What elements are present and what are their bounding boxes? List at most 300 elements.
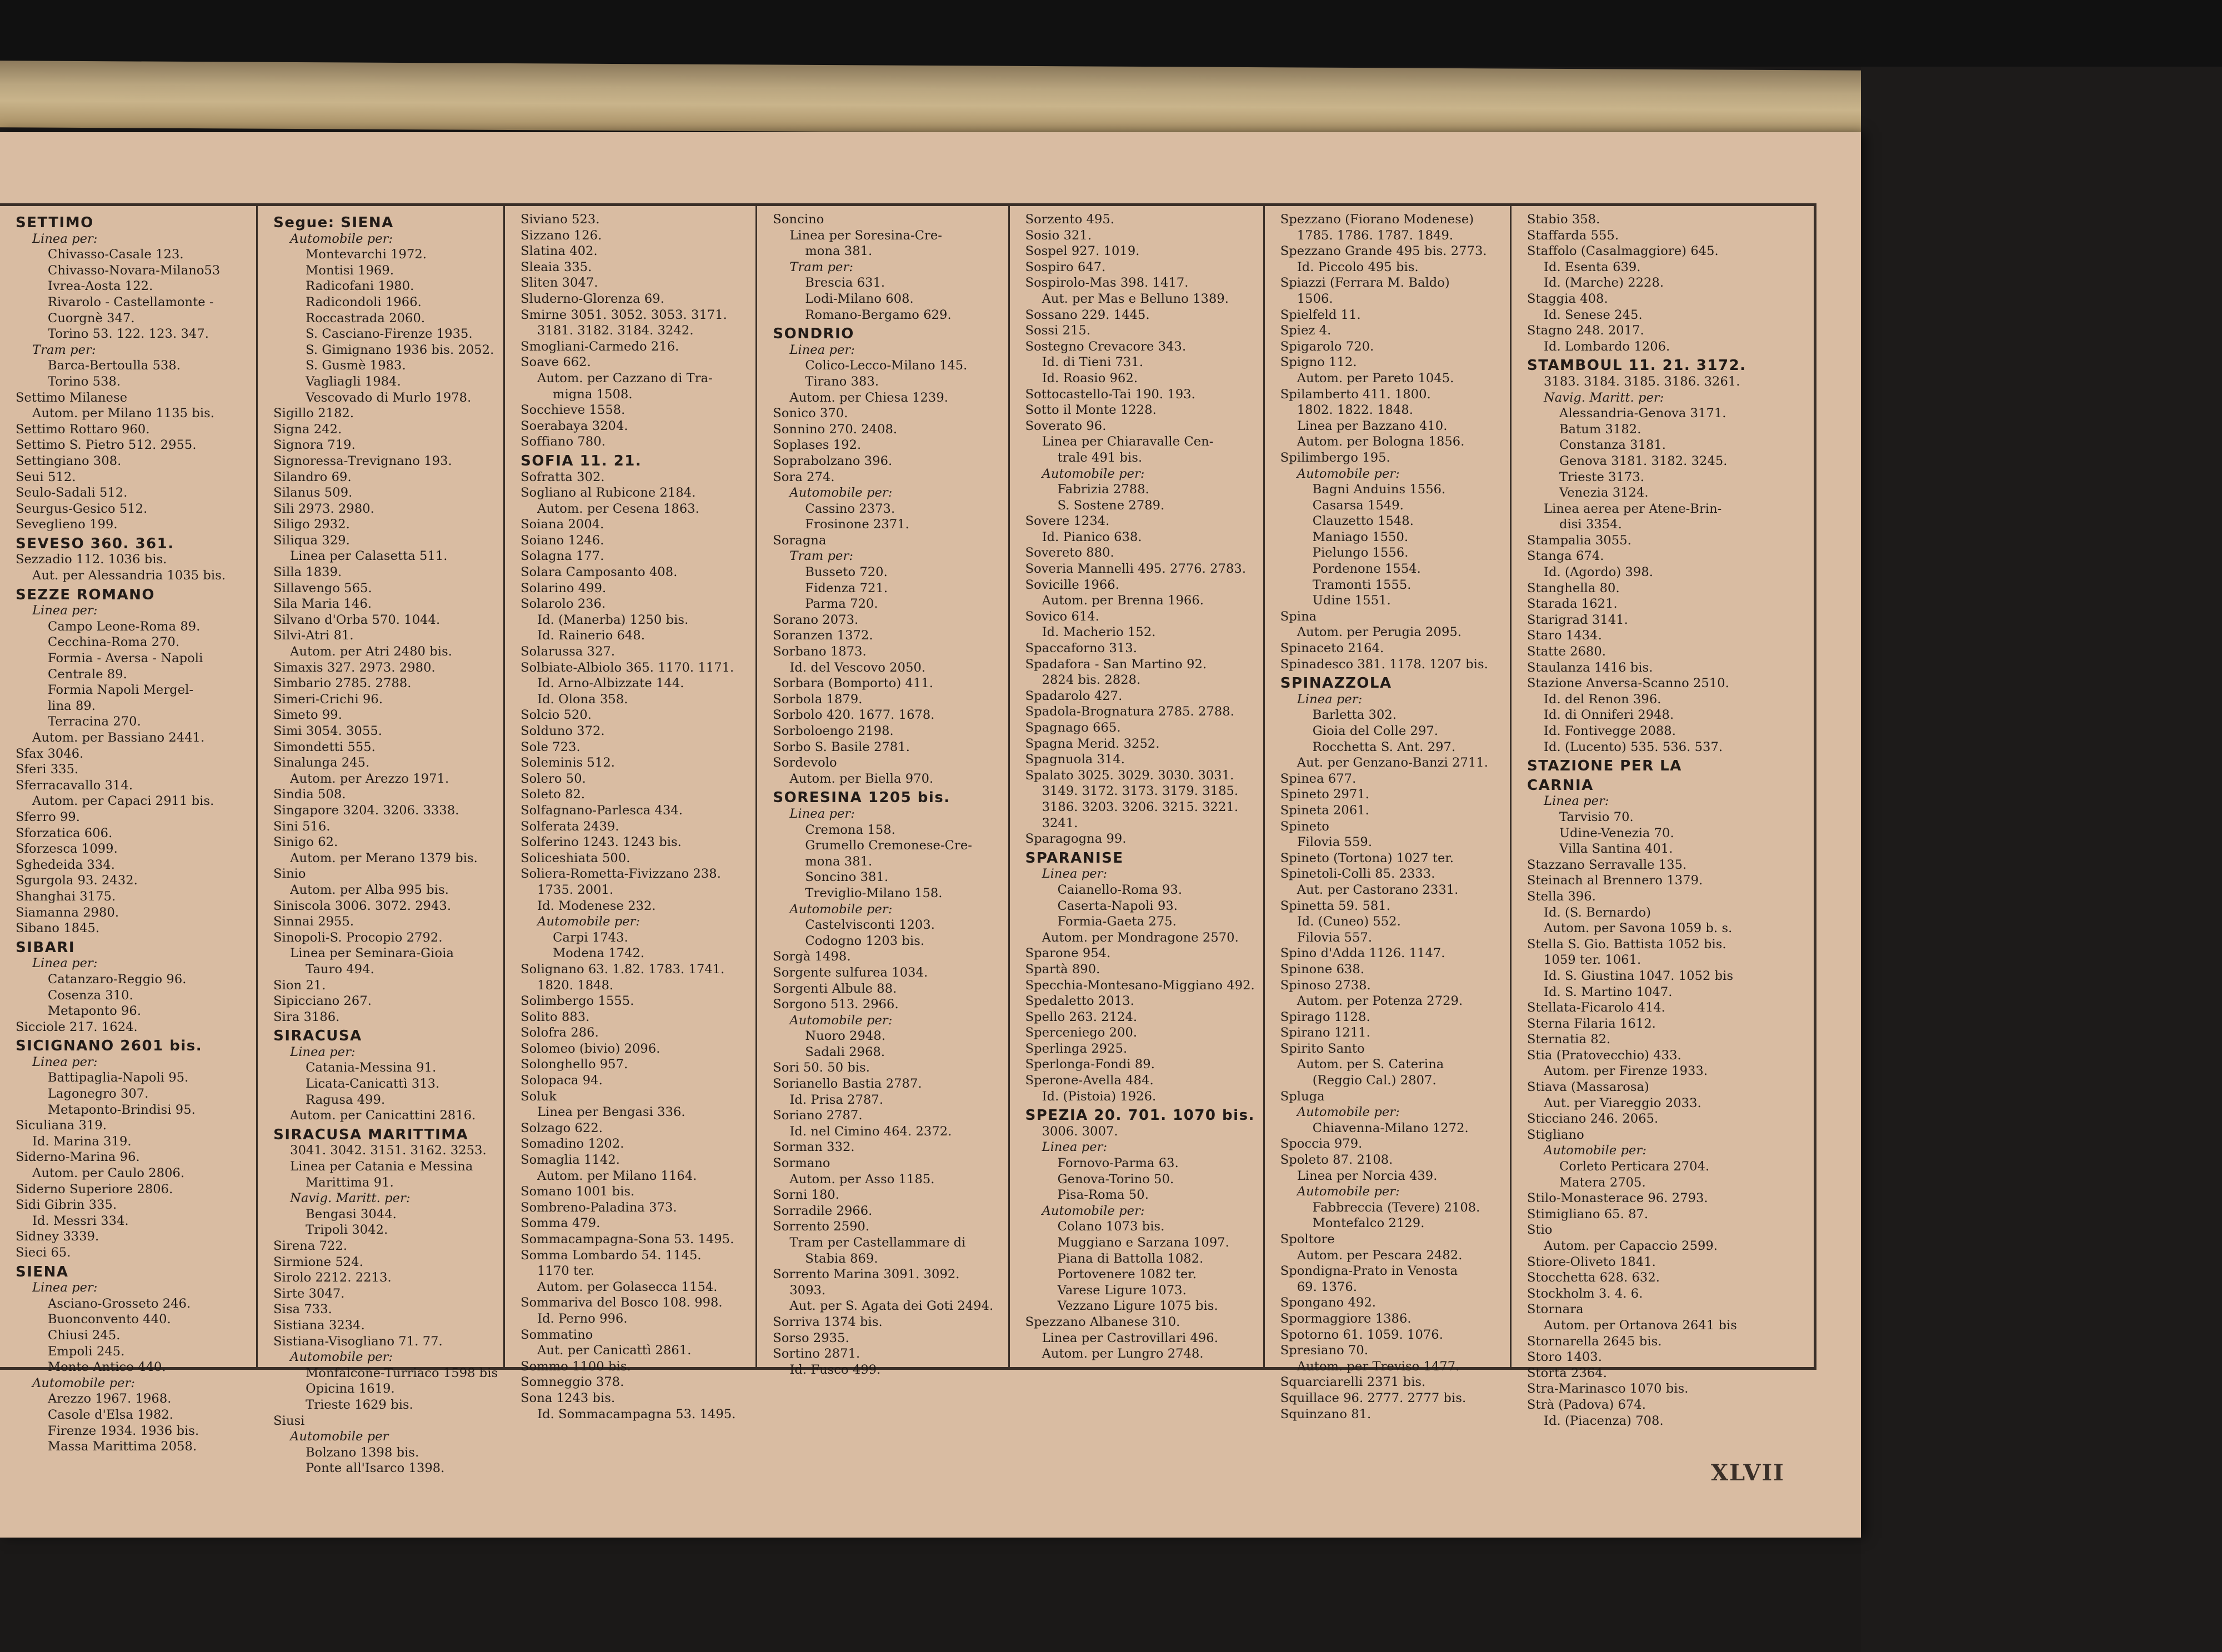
index-entry: 3186. 3203. 3206. 3215. 3221. [1042, 799, 1239, 814]
index-entry: Spiazzi (Ferrara M. Baldo) [1280, 276, 1450, 291]
index-entry: Stabia 869. [805, 1251, 878, 1266]
index-entry: disi 3354. [1559, 517, 1622, 532]
index-entry: Spadafora - San Martino 92. [1025, 657, 1207, 672]
index-entry: Corleto Perticara 2704. [1559, 1159, 1710, 1174]
index-entry: Solopaca 94. [521, 1073, 603, 1088]
index-entry: Rocchetta S. Ant. 297. [1312, 739, 1456, 754]
index-entry: Monfalcone-Turriaco 1598 bis [306, 1365, 498, 1380]
index-entry: 3041. 3042. 3151. 3162. 3253. [290, 1143, 487, 1158]
index-entry: Trieste 1629 bis. [306, 1397, 413, 1412]
index-entry: 1820. 1848. [537, 978, 614, 993]
index-entry: Clauzetto 1548. [1312, 514, 1414, 529]
index-entry: Sossano 229. 1445. [1025, 307, 1150, 322]
index-entry: Barca-Bertoulla 538. [48, 358, 181, 373]
index-entry: Sinalunga 245. [273, 755, 370, 770]
index-entry: Id. Pianico 638. [1042, 529, 1142, 544]
index-entry: Soriano 2787. [773, 1108, 863, 1123]
index-entry: Linea per Catania e Messina [290, 1159, 473, 1174]
index-entry: Sora 274. [773, 469, 835, 484]
index-entry: Rivarolo - Castellamonte - [48, 294, 214, 309]
index-entry: Autom. per Asso 1185. [789, 1172, 935, 1187]
index-entry: Sovico 614. [1025, 609, 1099, 624]
index-entry: Solara Camposanto 408. [521, 565, 678, 580]
index-entry: Genova-Torino 50. [1057, 1172, 1174, 1187]
index-entry: Solbiate-Albiolo 365. 1170. 1171. [521, 660, 734, 675]
index-entry: Steinach al Brennero 1379. [1527, 873, 1703, 888]
index-entry: Spello 263. 2124. [1025, 1009, 1138, 1024]
index-entry: Lagonegro 307. [48, 1087, 149, 1102]
index-entry: Tram per: [789, 259, 853, 274]
index-entry: Sili 2973. 2980. [273, 501, 374, 516]
index-entry: Solagna 177. [521, 549, 604, 564]
index-entry: Starada 1621. [1527, 597, 1618, 612]
index-entry: Stimigliano 65. 87. [1527, 1207, 1649, 1222]
index-entry: Spigarolo 720. [1280, 339, 1374, 354]
index-entry: Chivasso-Casale 123. [48, 247, 184, 262]
index-entry: Batum 3182. [1559, 422, 1642, 437]
index-entry: Sona 1243 bis. [521, 1390, 615, 1405]
index-entry: Spineto (Tortona) 1027 ter. [1280, 850, 1454, 865]
index-entry: Sinopoli-S. Procopio 2792. [273, 930, 443, 945]
index-entry: Siculiana 319. [16, 1118, 107, 1133]
index-entry: Settimo Milanese [16, 390, 128, 405]
index-entry: Brescia 631. [805, 276, 885, 291]
index-entry: Siderno-Marina 96. [16, 1150, 140, 1165]
index-entry: Sperlonga-Fondi 89. [1025, 1057, 1155, 1072]
index-entry: Torino 538. [48, 374, 121, 389]
index-entry: 3241. [1042, 815, 1078, 830]
index-entry: Soncino [773, 212, 824, 227]
index-entry: Fabbreccia (Tevere) 2108. [1312, 1200, 1480, 1215]
index-entry: Id. Esenta 639. [1543, 259, 1641, 274]
index-entry: Spinetoli-Colli 85. 2333. [1280, 867, 1435, 882]
index-entry: Id. Arno-Albizzate 144. [537, 676, 684, 691]
index-heading: SETTIMO [16, 214, 94, 231]
index-entry: Spiez 4. [1280, 323, 1332, 338]
index-entry: Spineto [1280, 819, 1329, 834]
index-entry: Genova 3181. 3182. 3245. [1559, 453, 1728, 468]
index-entry: Stornarella 2645 bis. [1527, 1334, 1662, 1349]
index-entry: Spalato 3025. 3029. 3030. 3031. [1025, 768, 1234, 783]
index-entry: Siderno Superiore 2806. [16, 1182, 173, 1197]
index-entry: 1735. 2001. [537, 882, 614, 897]
index-entry: Id. S. Giustina 1047. 1052 bis [1543, 968, 1734, 983]
index-entry: Storta 2364. [1527, 1365, 1607, 1380]
index-heading: SOFIA 11. 21. [521, 452, 642, 469]
index-heading: SIBARI [16, 939, 76, 956]
index-entry: Spadola-Brognatura 2785. 2788. [1025, 704, 1234, 719]
index-entry: Squarciarelli 2371 bis. [1280, 1375, 1426, 1390]
index-entry: Autom. per Atri 2480 bis. [290, 644, 452, 659]
index-entry: Casarsa 1549. [1312, 498, 1404, 513]
index-entry: Stornara [1527, 1302, 1584, 1317]
index-entry: Sinigo 62. [273, 835, 338, 850]
index-entry: Id. Perno 996. [537, 1311, 628, 1326]
index-entry: Sortino 2871. [773, 1346, 860, 1361]
index-entry: Sizzano 126. [521, 228, 602, 243]
index-entry: Trieste 3173. [1559, 469, 1645, 484]
index-entry: Sirmione 524. [273, 1254, 363, 1269]
index-entry: 3149. 3172. 3173. 3179. 3185. [1042, 784, 1239, 799]
index-entry: Simaxis 327. 2973. 2980. [273, 660, 436, 675]
index-entry: Modena 1742. [553, 946, 645, 961]
index-entry: Castelvisconti 1203. [805, 918, 935, 933]
index-entry: Sorman 332. [773, 1140, 855, 1155]
index-entry: Tram per: [32, 342, 96, 357]
index-entry: Automobile per: [290, 1350, 393, 1365]
index-entry: Id. (Pistoia) 1926. [1042, 1089, 1157, 1104]
index-entry: Linea per Calasetta 511. [290, 549, 448, 564]
index-entry: Autom. per Merano 1379 bis. [290, 850, 478, 865]
index-entry: mona 381. [805, 854, 873, 869]
index-entry: Parma 720. [805, 597, 878, 612]
index-entry: Automobile per: [1042, 466, 1145, 481]
index-entry: Sole 723. [521, 739, 580, 754]
index-entry: Sezzadio 112. 1036 bis. [16, 552, 167, 567]
index-entry: Pisa-Roma 50. [1057, 1188, 1149, 1203]
index-entry: Linea per: [1042, 1140, 1108, 1155]
index-entry: Udine-Venezia 70. [1559, 825, 1674, 840]
index-entry: Id. (Cuneo) 552. [1297, 914, 1401, 929]
index-entry: Id. (Marche) 2228. [1543, 276, 1664, 291]
index-column-1 [0, 206, 258, 1454]
index-entry: Sigillo 2182. [273, 406, 354, 421]
index-entry: Buonconvento 440. [48, 1312, 171, 1327]
index-entry: Automobile per: [789, 1013, 893, 1028]
index-entry: Soprabolzano 396. [773, 453, 893, 468]
index-entry: 1785. 1786. 1787. 1849. [1297, 228, 1454, 243]
index-entry: Formia Napoli Mergel- [48, 683, 194, 698]
index-entry: Autom. per Arezzo 1971. [290, 771, 449, 786]
index-entry: Filovia 557. [1297, 930, 1373, 945]
index-entry: Solero 50. [521, 771, 586, 786]
index-entry: Sottocastello-Tai 190. 193. [1025, 387, 1195, 402]
index-entry: Simeri-Crichi 96. [273, 692, 383, 707]
index-entry: Colano 1073 bis. [1057, 1219, 1165, 1234]
index-heading: SEZZE ROMANO [16, 586, 155, 603]
index-entry: Sospiro 647. [1025, 259, 1106, 274]
index-entry: Simi 3054. 3055. [273, 724, 383, 738]
index-entry: Simeto 99. [273, 708, 342, 723]
index-heading: CARNIA [1527, 777, 1594, 794]
index-entry: Id. (Agordo) 398. [1543, 565, 1653, 580]
index-entry: Sommariva del Bosco 108. 998. [521, 1295, 723, 1310]
index-entry: Sforzatica 606. [16, 825, 113, 840]
index-entry: Roccastrada 2060. [306, 311, 426, 326]
index-entry: Automobile per: [290, 231, 393, 246]
index-entry: Stabio 358. [1527, 212, 1600, 227]
index-entry: Id. Roasio 962. [1042, 371, 1138, 386]
background-right [1861, 67, 2222, 1652]
index-entry: Id. Prisa 2787. [789, 1092, 884, 1107]
index-entry: Spinea 677. [1280, 771, 1357, 786]
index-entry: Somma 479. [521, 1216, 600, 1231]
index-entry: Asciano-Grosseto 246. [48, 1296, 191, 1311]
index-entry: Autom. per Bassiano 2441. [32, 730, 205, 745]
index-entry: Linea per: [1543, 794, 1609, 809]
index-entry: Stia (Pratovecchio) 433. [1527, 1048, 1681, 1063]
index-entry: Sluderno-Glorenza 69. [521, 291, 664, 306]
index-entry: Sternatia 82. [1527, 1032, 1611, 1047]
index-entry: Spilamberto 411. 1800. [1280, 387, 1431, 402]
index-entry: Smogliani-Carmedo 216. [521, 339, 679, 354]
index-entry: Spartà 890. [1025, 962, 1100, 977]
index-entry: Piana di Battolla 1082. [1057, 1251, 1204, 1266]
index-entry: Spaccaforno 313. [1025, 641, 1137, 656]
index-entry: Sicciole 217. 1624. [16, 1019, 138, 1034]
index-entry: Chivasso-Novara-Milano53 [48, 263, 221, 278]
index-entry: Spinone 638. [1280, 962, 1365, 977]
index-entry: Spineta 2061. [1280, 803, 1369, 818]
index-entry: Staulanza 1416 bis. [1527, 660, 1653, 675]
index-entry: Stampalia 3055. [1527, 533, 1632, 548]
index-entry: Sommo 1100 bis. [521, 1359, 631, 1374]
index-entry: Id. Macherio 152. [1042, 625, 1156, 640]
index-entry: Sorano 2073. [773, 612, 859, 627]
index-entry: Battipaglia-Napoli 95. [48, 1070, 189, 1085]
index-entry: Solarino 499. [521, 580, 607, 595]
index-entry: 3183. 3184. 3185. 3186. 3261. [1543, 374, 1740, 389]
index-entry: Solfagnano-Parlesca 434. [521, 803, 683, 818]
index-entry: Cremona 158. [805, 822, 895, 837]
index-entry: Vescovado di Murlo 1978. [306, 390, 472, 405]
index-entry: Catanzaro-Reggio 96. [48, 972, 187, 987]
index-entry: Sion 21. [273, 978, 326, 993]
index-entry: Spino d'Adda 1126. 1147. [1280, 946, 1445, 961]
index-entry: Sorriva 1374 bis. [773, 1314, 883, 1329]
index-entry: Autom. per Capaci 2911 bis. [32, 794, 214, 809]
index-entry: Villa Santina 401. [1559, 842, 1673, 857]
index-entry: Sotto il Monte 1228. [1025, 403, 1157, 418]
index-entry: Montefalco 2129. [1312, 1216, 1425, 1231]
index-entry: Settimo S. Pietro 512. 2955. [16, 438, 197, 453]
index-entry: Sistiana-Visogliano 71. 77. [273, 1334, 443, 1349]
index-entry: Fornovo-Parma 63. [1057, 1156, 1179, 1171]
index-entry: Autom. per Ortanova 2641 bis [1543, 1318, 1737, 1333]
index-entry: Linea per Seminara-Gioia [290, 946, 454, 961]
index-entry: Solito 883. [521, 1009, 590, 1024]
index-entry: Stio [1527, 1223, 1553, 1238]
index-entry: Linea per Bazzano 410. [1297, 418, 1448, 433]
index-entry: Navig. Maritt. per: [290, 1191, 411, 1206]
index-entry: Sinnai 2955. [273, 914, 354, 929]
index-entry: Spirano 1211. [1280, 1025, 1370, 1040]
index-entry: Seui 512. [16, 469, 76, 484]
index-heading: SONDRIO [773, 326, 854, 343]
index-entry: Massa Marittima 2058. [48, 1439, 197, 1454]
index-entry: Stilo-Monasterace 96. 2793. [1527, 1191, 1708, 1206]
index-entry: Maniago 1550. [1312, 529, 1409, 544]
index-entry: Strà (Padova) 674. [1527, 1397, 1646, 1412]
index-entry: Linea aerea per Atene-Brin- [1543, 501, 1722, 516]
index-entry: Somma Lombardo 54. 1145. [521, 1248, 702, 1263]
index-entry: Soleto 82. [521, 787, 585, 802]
index-entry: Siliqua 329. [273, 533, 350, 548]
index-entry: Stellata-Ficarolo 414. [1527, 1000, 1665, 1015]
index-entry: Sospirolo-Mas 398. 1417. [1025, 276, 1189, 291]
index-entry: Gioia del Colle 297. [1312, 724, 1439, 738]
index-entry: Lodi-Milano 608. [805, 291, 914, 306]
index-entry: Spondigna-Prato in Venosta [1280, 1264, 1458, 1279]
index-entry: Tarvisio 70. [1559, 809, 1634, 824]
index-entry: Sterna Filaria 1612. [1527, 1016, 1656, 1031]
index-entry: Sorgenti Albule 88. [773, 981, 897, 996]
index-entry: Varese Ligure 1073. [1057, 1283, 1187, 1298]
index-entry: Signora 719. [273, 438, 356, 453]
index-entry: Sorso 2935. [773, 1330, 849, 1345]
index-entry: Staro 1434. [1527, 628, 1602, 643]
index-entry: Automobile per: [32, 1375, 136, 1390]
index-entry: Staggia 408. [1527, 291, 1608, 306]
index-heading: SORESINA 1205 bis. [773, 789, 950, 807]
index-entry: Somaglia 1142. [521, 1153, 620, 1168]
index-entry: Ivrea-Aosta 122. [48, 279, 153, 294]
index-entry: Solferata 2439. [521, 819, 619, 834]
index-entry: Sorianello Bastia 2787. [773, 1077, 922, 1092]
index-entry: 1059 ter. 1061. [1543, 953, 1642, 968]
index-entry: Spongano 492. [1280, 1295, 1377, 1310]
index-entry: Nuoro 2948. [805, 1029, 886, 1044]
index-entry: Marittima 91. [306, 1175, 394, 1190]
index-entry: Sovicille 1966. [1025, 577, 1120, 592]
index-entry: Solofra 286. [521, 1025, 599, 1040]
index-entry: (Reggio Cal.) 2807. [1312, 1073, 1437, 1088]
index-entry: Cosenza 310. [48, 988, 133, 1003]
index-entry: Sperceniego 200. [1025, 1025, 1138, 1040]
index-entry: Sgurgola 93. 2432. [16, 873, 138, 888]
index-entry: Id. Modenese 232. [537, 898, 656, 913]
index-entry: Id. Sommacampagna 53. 1495. [537, 1406, 736, 1421]
index-entry: Bengasi 3044. [306, 1207, 397, 1222]
index-entry: Settimo Rottaro 960. [16, 422, 150, 437]
index-entry: Linea per: [789, 342, 855, 357]
index-entry: Somneggio 378. [521, 1375, 624, 1390]
index-entry: Sira 3186. [273, 1009, 340, 1024]
index-entry: Id. (Lucento) 535. 536. 537. [1543, 739, 1723, 754]
index-entry: Autom. per Brenna 1966. [1042, 593, 1204, 608]
index-entry: Stockholm 3. 4. 6. [1527, 1286, 1643, 1301]
index-entry: Aut. per Viareggio 2033. [1543, 1095, 1701, 1110]
index-entry: Id. (Manerba) 1250 bis. [537, 612, 689, 627]
index-entry: Automobile per: [537, 914, 640, 929]
index-entry: Ponte all'Isarco 1398. [306, 1461, 445, 1476]
index-entry: Linea per Chiaravalle Cen- [1042, 434, 1214, 449]
index-entry: Spinoso 2738. [1280, 978, 1371, 993]
index-entry: Autom. per Milano 1164. [537, 1168, 697, 1183]
index-entry: Caianello-Roma 93. [1057, 882, 1183, 897]
index-entry: Solarolo 236. [521, 597, 606, 612]
index-entry: Colico-Lecco-Milano 145. [805, 358, 968, 373]
index-entry: Id. (Piacenza) 708. [1543, 1413, 1664, 1428]
index-entry: Sidi Gibrin 335. [16, 1198, 117, 1213]
index-entry: Solarussa 327. [521, 644, 615, 659]
index-entry: Automobile per: [1297, 1105, 1400, 1120]
index-entry: Linea per: [1297, 692, 1363, 707]
index-heading: SIRACUSA [273, 1028, 362, 1045]
index-entry: Sorrento 2590. [773, 1219, 870, 1234]
index-entry: Singapore 3204. 3206. 3338. [273, 803, 459, 818]
index-entry: migna 1508. [553, 387, 633, 402]
index-entry: Siniscola 3006. 3072. 2943. [273, 898, 452, 913]
index-entry: Autom. per Mondragone 2570. [1042, 930, 1239, 945]
index-entry: Autom. per Perugia 2095. [1297, 625, 1462, 640]
index-entry: Autom. per Treviso 1477. [1297, 1359, 1460, 1374]
index-entry: Stra-Marinasco 1070 bis. [1527, 1381, 1689, 1396]
index-entry: Tramonti 1555. [1312, 577, 1412, 592]
index-entry: Spinetta 59. 581. [1280, 898, 1390, 913]
index-entry: Portovenere 1082 ter. [1057, 1267, 1197, 1282]
index-entry: Stiore-Oliveto 1841. [1527, 1254, 1656, 1269]
index-entry: Vezzano Ligure 1075 bis. [1057, 1299, 1218, 1314]
index-entry: Silvano d'Orba 570. 1044. [273, 612, 441, 627]
index-entry: Cuorgnè 347. [48, 311, 135, 326]
index-entry: Sinio [273, 867, 306, 882]
index-entry: Automobile per: [1543, 1143, 1647, 1158]
index-entry: Linea per: [32, 603, 98, 618]
index-entry: Centrale 89. [48, 667, 127, 682]
index-entry: Spagna Merid. 3252. [1025, 736, 1160, 751]
index-entry: Grumello Cremonese-Cre- [805, 838, 972, 853]
index-entry: Navig. Maritt. per: [1543, 390, 1664, 405]
index-heading: SPARANISE [1025, 849, 1124, 867]
index-entry: Autom. per Cazzano di Tra- [537, 371, 713, 386]
index-entry: Radicofani 1980. [306, 279, 414, 294]
page-number: XLVII [1711, 1460, 1785, 1486]
index-entry: Sogliano al Rubicone 2184. [521, 485, 696, 500]
index-entry: mona 381. [805, 244, 873, 259]
index-entry: Sfax 3046. [16, 746, 84, 761]
index-entry: Squillace 96. 2777. 2777 bis. [1280, 1390, 1467, 1405]
index-entry: Stocchetta 628. 632. [1527, 1270, 1660, 1285]
index-entry: Sorboloengo 2198. [773, 724, 894, 738]
index-entry: Autom. per Caulo 2806. [32, 1166, 185, 1181]
index-entry: Id. Marina 319. [32, 1134, 132, 1149]
index-entry: Filovia 559. [1297, 835, 1373, 850]
index-entry: Udine 1551. [1312, 593, 1391, 608]
index-entry: Sirolo 2212. 2213. [273, 1270, 392, 1285]
index-entry: Sistiana 3234. [273, 1318, 365, 1333]
index-entry: Fidenza 721. [805, 580, 888, 595]
index-entry: Barletta 302. [1312, 708, 1397, 723]
index-entry: 1170 ter. [537, 1264, 595, 1279]
index-entry: Spresiano 70. [1280, 1343, 1369, 1358]
index-entry: Sorbara (Bomporto) 411. [773, 676, 934, 691]
index-entry: Soiano 1246. [521, 533, 604, 548]
index-entry: Catania-Messina 91. [306, 1060, 437, 1075]
index-heading: SICIGNANO 2601 bis. [16, 1038, 203, 1055]
index-entry: Seveglieno 199. [16, 517, 118, 532]
index-entry: Aut. per Mas e Belluno 1389. [1042, 291, 1229, 306]
index-entry: Solferino 1243. 1243 bis. [521, 835, 682, 850]
index-entry: Aut. per Genzano-Banzi 2711. [1297, 755, 1489, 770]
index-heading: SEVESO 360. 361. [16, 535, 174, 552]
index-heading: STAZIONE PER LA [1527, 758, 1682, 775]
index-entry: Id. di Onniferi 2948. [1543, 708, 1674, 723]
index-column-3 [505, 206, 757, 1421]
index-entry: Linea per: [789, 806, 855, 821]
index-entry: Sadali 2968. [805, 1044, 885, 1059]
index-entry: 3093. [789, 1283, 826, 1298]
index-entry: Stazione Anversa-Scanno 2510. [1527, 676, 1729, 691]
index-entry: Sferi 335. [16, 762, 79, 777]
index-entry: Casole d'Elsa 1982. [48, 1407, 174, 1422]
index-entry: Automobile per: [1042, 1203, 1145, 1218]
index-entry: Caserta-Napoli 93. [1057, 898, 1178, 913]
index-entry: Id. Messri 334. [32, 1213, 129, 1228]
index-entry: Siviano 523. [521, 212, 600, 227]
index-entry: Soliera-Rometta-Fivizzano 238. [521, 867, 721, 882]
index-entry: Id. Lombardo 1206. [1543, 339, 1670, 354]
